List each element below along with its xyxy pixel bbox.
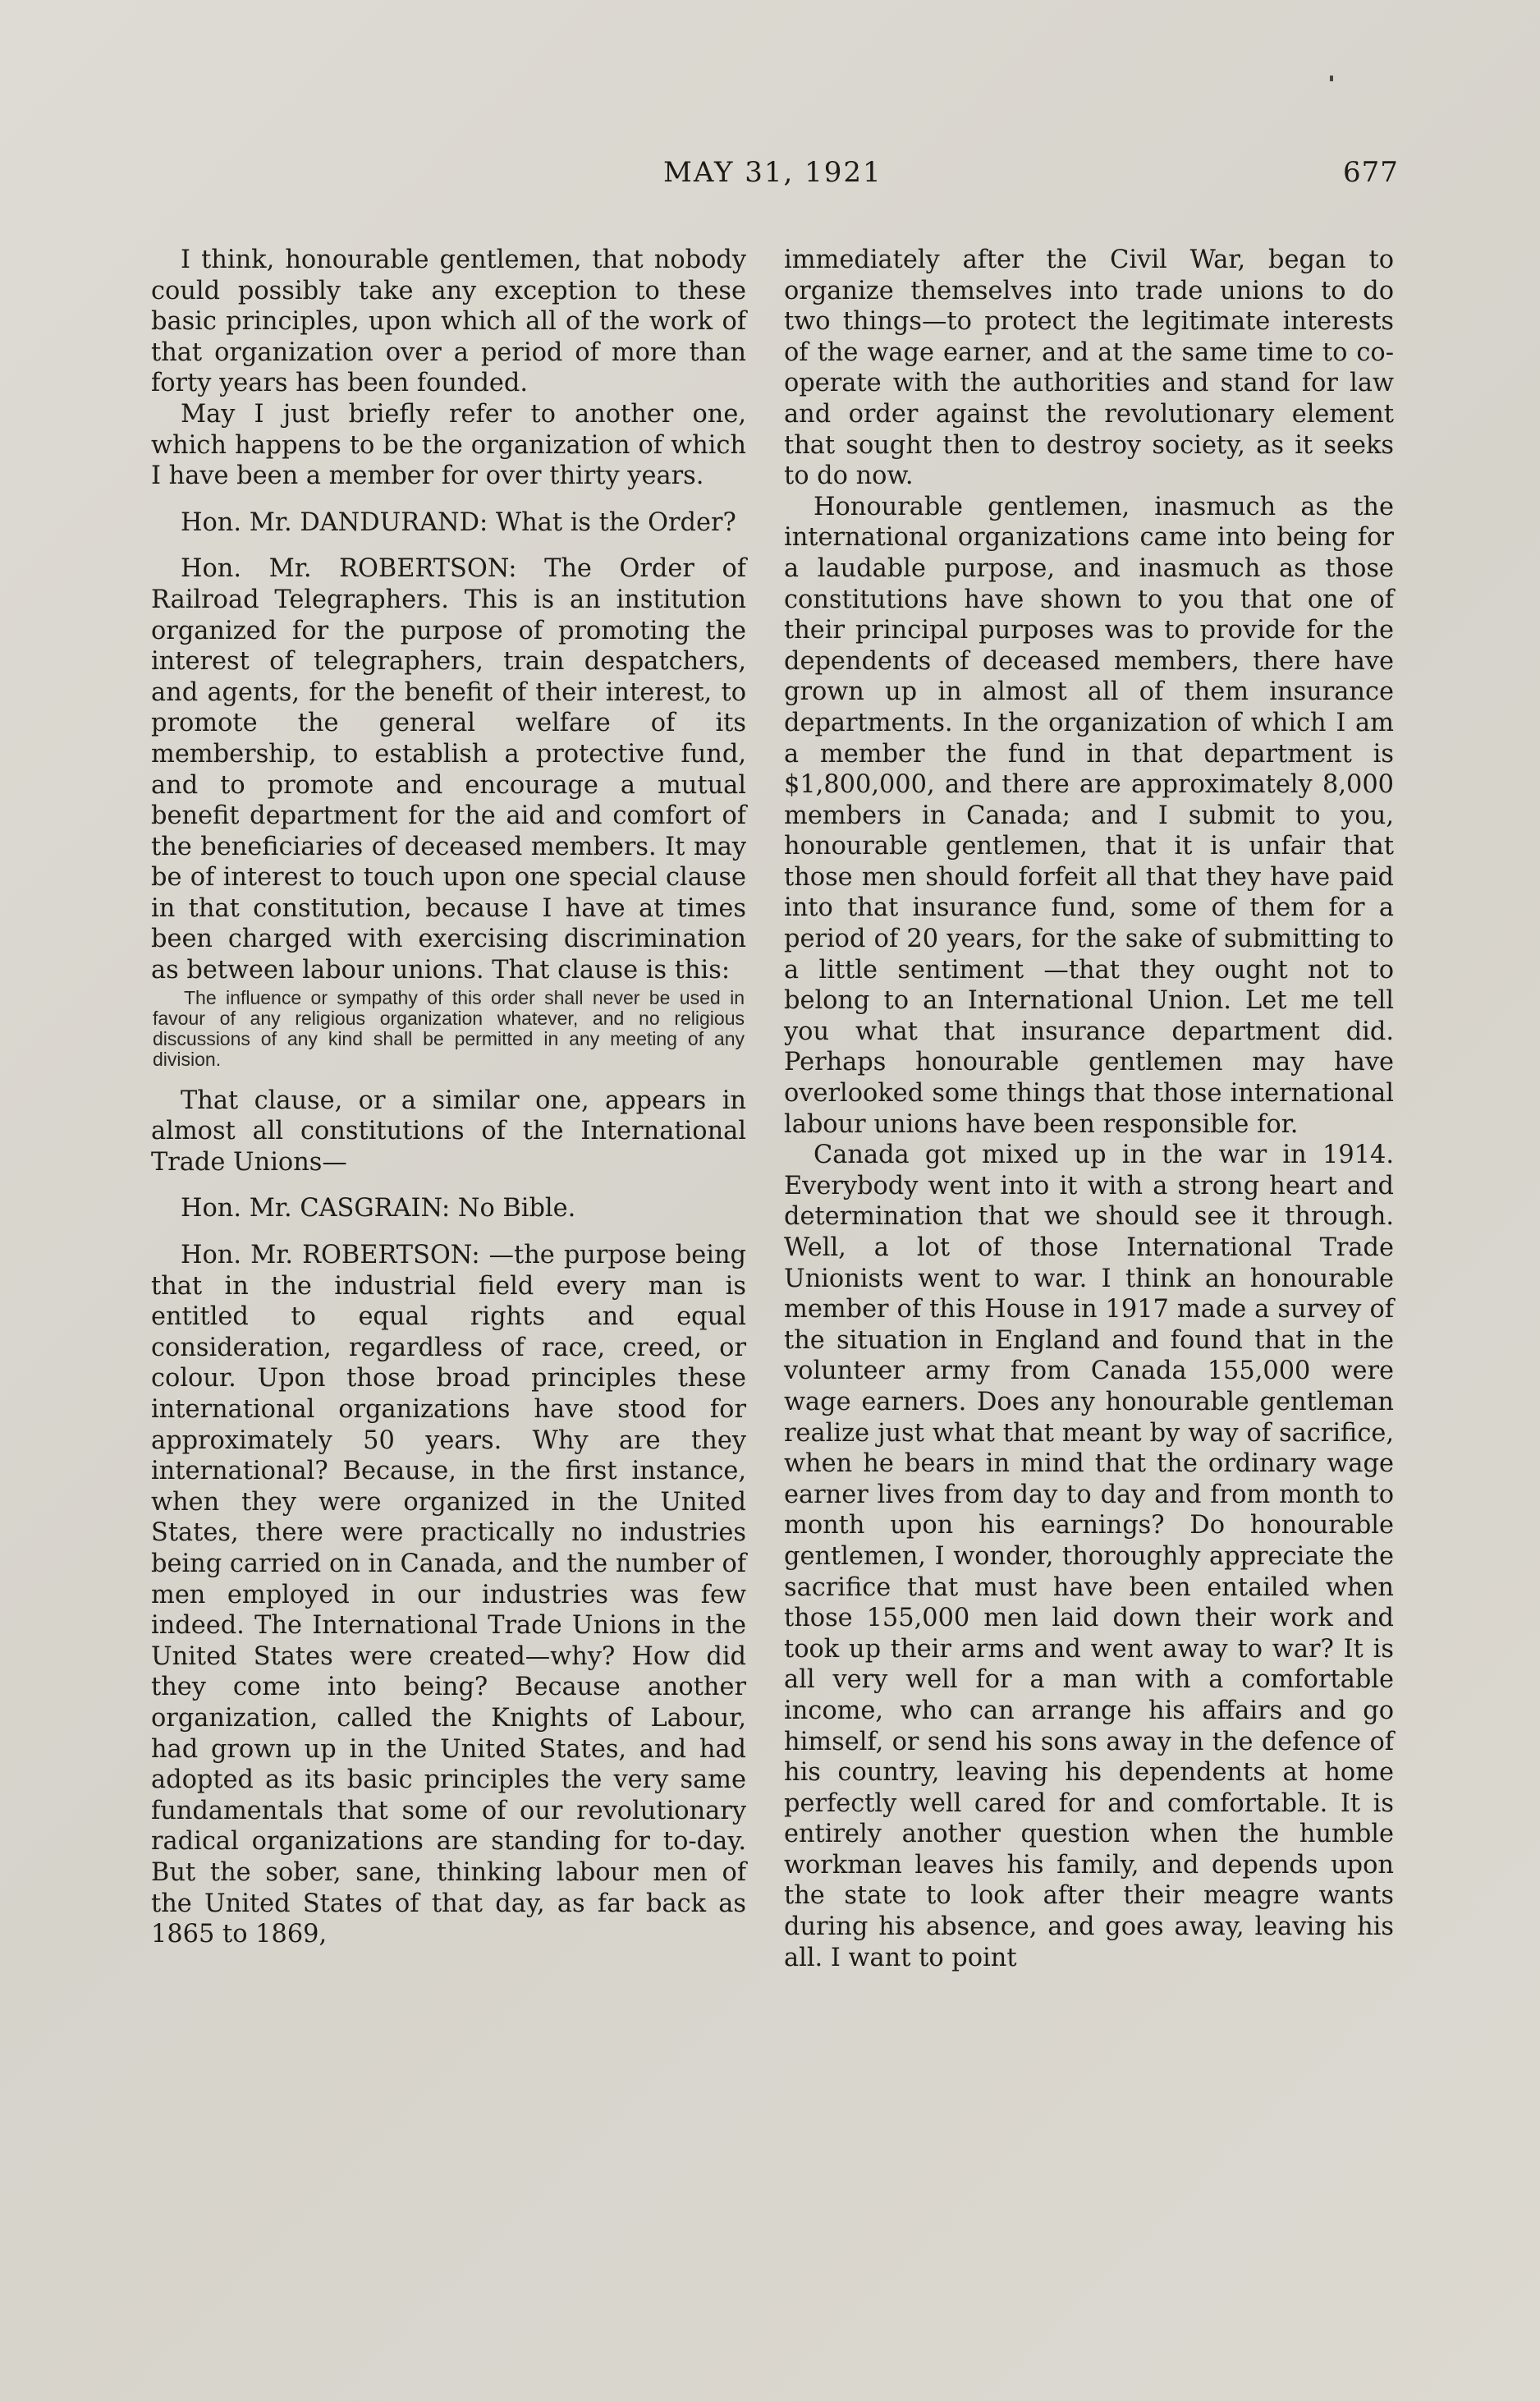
speaker-paragraph: Hon. Mr. ROBERTSON: —the purpose being that in the industrial field every man is entitled to equal rights and equal consideration, regardless of race, creed, or colour. Upon those broad principles these international organizations have stood for approximately 50 years. Why are they international? Because, in the first instance, when they were organized in the United States, there were practically no industries being carried on in Canada, and the number of men employed in our industries was few indeed. The International Trade Unions in the United States were created—why? How did they come into being? Because another organization, called the Knights of Labour, had grown up in the United States, and had adopted as its basic principles the very same fundamentals that some of our revolutionary radical organizations are standing for to-day. But the sober, sane, thinking labour men of the United States of that day, as far back as 1865 to 1869, [151,1241,746,1949]
paragraph: Canada got mixed up in the war in 1914. Everybody went into it with a strong heart and determination that we should see it through. Well, a lot of those International Trade Unionists went to war. I think an honourable member of this House in 1917 made a survey of the situation in England and found that in the volunteer army from Canada 155,000 were wage earners. Does any honourable gentleman realize just what that meant by way of sacrifice, when he bears in mind that the ordinary wage earner lives from day to day and from month to month upon his earnings? Do honourable gentlemen, I wonder, thoroughly appreciate the sacrifice that must have been entailed when those 155,000 men laid down their work and took up their arms and went away to war? It is all very well for a man with a comfortable income, who can arrange his affairs and go himself, or send his sons away in the defence of his country, leaving his dependents at home perfectly well cared for and comfortable. It is entirely another question when the humble workman leaves his family, and depends upon the state to look after their meagre wants during his absence, and goes away, leaving his all. I want to point [784,1141,1394,1972]
block-quote: The influence or sympathy of this order shall never be used in favour of any religious organization whatever, and no religious discussions of any kind shall be permitted in any meeting of any division. [153,986,745,1070]
left-column [151,245,746,1950]
page-number: 677 [1343,156,1399,189]
paragraph: May I just briefly refer to another one, which happens to be the organization of which I have been a member for over thirty years. [151,399,746,491]
paragraph: immediately after the Civil War, began to organize themselves into trade unions to do two things—to protect the legitimate interests of the wage earner, and at the same time to co-operate with the authorities and stand for law and order against the revolutionary element that sought then to destroy society, as it seeks to do now. [784,246,1394,491]
speaker-paragraph: Hon. Mr. DANDURAND: What is the Order? [181,507,736,537]
speaker-paragraph: Hon. Mr. CASGRAIN: No Bible. [181,1194,576,1223]
header-date: MAY 31, 1921 [663,156,882,189]
paragraph: I think, honourable gentlemen, that nobody could possibly take any exception to these basic principles, upon which all of the work of that organization over a period of more than forty years has been founded. [151,246,746,398]
paragraph: That clause, or a similar one, appears in almost all constitutions of the International Trade Unions— [151,1086,746,1177]
page-header [0,156,1540,205]
paragraph: Honourable gentlemen, inasmuch as the international organizations came into being for a laudable purpose, and inasmuch as those constitutions have shown to you that one of their principal purposes was to provide for the dependents of deceased members, there have grown up in almost all of them insurance departments. In the organization of which I am a member the fund in that department is $1,800,000, and there are approximately 8,000 members in Canada; and I submit to you, honourable gentlemen, that it is unfair that those men should forfeit all that they have paid into that insurance fund, some of them for a period of 20 years, for the sake of submitting to a little sentiment —that they ought not to belong to an International Union. Let me tell you what that insurance department did. Perhaps honourable gentlemen may have overlooked some things that those international labour unions have been responsible for. [784,492,1394,1139]
speaker-paragraph: Hon. Mr. ROBERTSON: The Order of Railroad Telegraphers. This is an institution organized for the purpose of promoting the interest of telegraphers, train despatchers, and agents, for the benefit of their interest, to promote the general welfare of its membership, to establish a protective fund, and to promote and encourage a mutual benefit department for the aid and comfort of the beneficiaries of deceased members. It may be of interest to touch upon one special clause in that constitution, because I have at times been charged with exercising discrimination as between labour unions. That clause is this: [151,554,746,985]
right-column [784,245,1394,1973]
ink-speck [1330,76,1333,81]
